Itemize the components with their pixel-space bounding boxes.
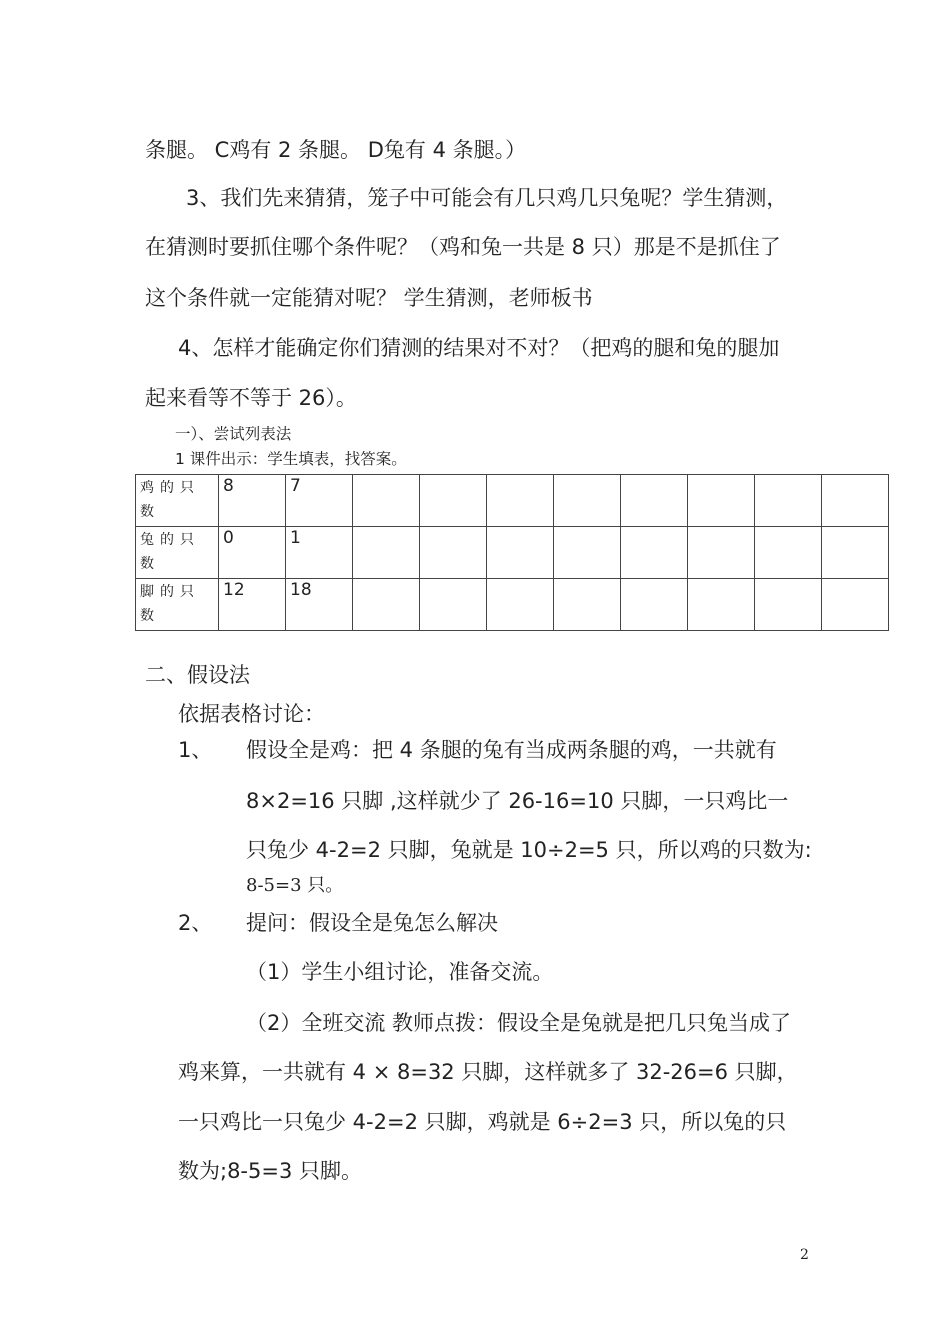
table-cell [554,475,621,527]
table-cell [420,527,487,579]
sub-item-2-line-1: （2）全班交流 教师点拨：假设全是兔就是把几只兔当成了 [246,1011,792,1035]
item-1-line-4: 8-5=3 只。 [246,875,344,896]
table-cell [621,527,688,579]
item-2-line-1: 提问：假设全是兔怎么解决 [246,911,498,935]
table-cell: 18 [286,579,353,631]
item-2-number: 2、 [178,911,213,935]
table-cell [822,475,889,527]
section-2-heading: 二、假设法 [145,663,250,687]
row-header-feet: 脚的只数 [136,579,219,631]
table-cell [487,475,554,527]
page-number: 2 [800,1247,809,1263]
section-1-heading: 一）、尝试列表法 [175,425,292,443]
table-cell [688,475,755,527]
sub-item-2-line-2: 鸡来算，一共就有 4 × 8=32 只脚，这样就多了 32-26=6 只脚， [178,1060,798,1084]
row-header-rabbit: 兔的只数 [136,527,219,579]
table-cell [822,527,889,579]
guess-table [135,474,889,631]
table-cell [755,527,822,579]
table-cell: 12 [219,579,286,631]
paragraph-4-line-1: 4、怎样才能确定你们猜测的结果对不对？（把鸡的腿和兔的腿加 [178,336,780,360]
table-cell [755,579,822,631]
item-1-line-1: 假设全是鸡：把 4 条腿的兔有当成两条腿的鸡，一共就有 [246,738,777,762]
table-cell [621,579,688,631]
table-cell: 0 [219,527,286,579]
table-cell [554,527,621,579]
table-cell [554,579,621,631]
table-cell [621,475,688,527]
table-cell [755,475,822,527]
table-cell [487,527,554,579]
section-1-subheading: 1 课件出示：学生填表，找答案。 [175,450,407,468]
table-cell [353,527,420,579]
table-cell: 8 [219,475,286,527]
table-row [136,527,889,579]
sub-item-2-line-4: 数为;8-5=3 只脚。 [178,1159,363,1183]
table-cell [822,579,889,631]
table-cell [353,579,420,631]
table-cell: 1 [286,527,353,579]
table-cell [353,475,420,527]
table-cell: 7 [286,475,353,527]
paragraph-4-line-2: 起来看等不等于 26）。 [145,386,357,410]
table-row [136,475,889,527]
paragraph-3-line-1: 3、我们先来猜猜，笼子中可能会有几只鸡几只兔呢？学生猜测， [186,186,788,210]
paragraph-3-line-3: 这个条件就一定能猜对呢？ 学生猜测，老师板书 [145,286,593,310]
item-1-number: 1、 [178,738,213,762]
item-1-line-2: 8×2=16 只脚 ,这样就少了 26-16=10 只脚，一只鸡比一 [246,789,789,813]
table-cell [420,579,487,631]
item-1-line-3: 只兔少 4-2=2 只脚，兔就是 10÷2=5 只，所以鸡的只数为: [246,838,812,862]
section-2-intro: 依据表格讨论： [178,702,325,726]
sub-item-2-line-3: 一只鸡比一只兔少 4-2=2 只脚，鸡就是 6÷2=3 只，所以兔的只 [178,1110,787,1134]
row-header-chicken: 鸡的只数 [136,475,219,527]
table-cell [688,579,755,631]
table-row [136,579,889,631]
paragraph-3-line-2: 在猜测时要抓住哪个条件呢？（鸡和兔一共是 8 只）那是不是抓住了 [145,235,781,259]
sub-item-1: （1）学生小组讨论，准备交流。 [246,960,554,984]
table-cell [420,475,487,527]
table-cell [688,527,755,579]
table-cell [487,579,554,631]
paragraph-continuation: 条腿。 C鸡有 2 条腿。 D兔有 4 条腿。） [145,138,527,162]
